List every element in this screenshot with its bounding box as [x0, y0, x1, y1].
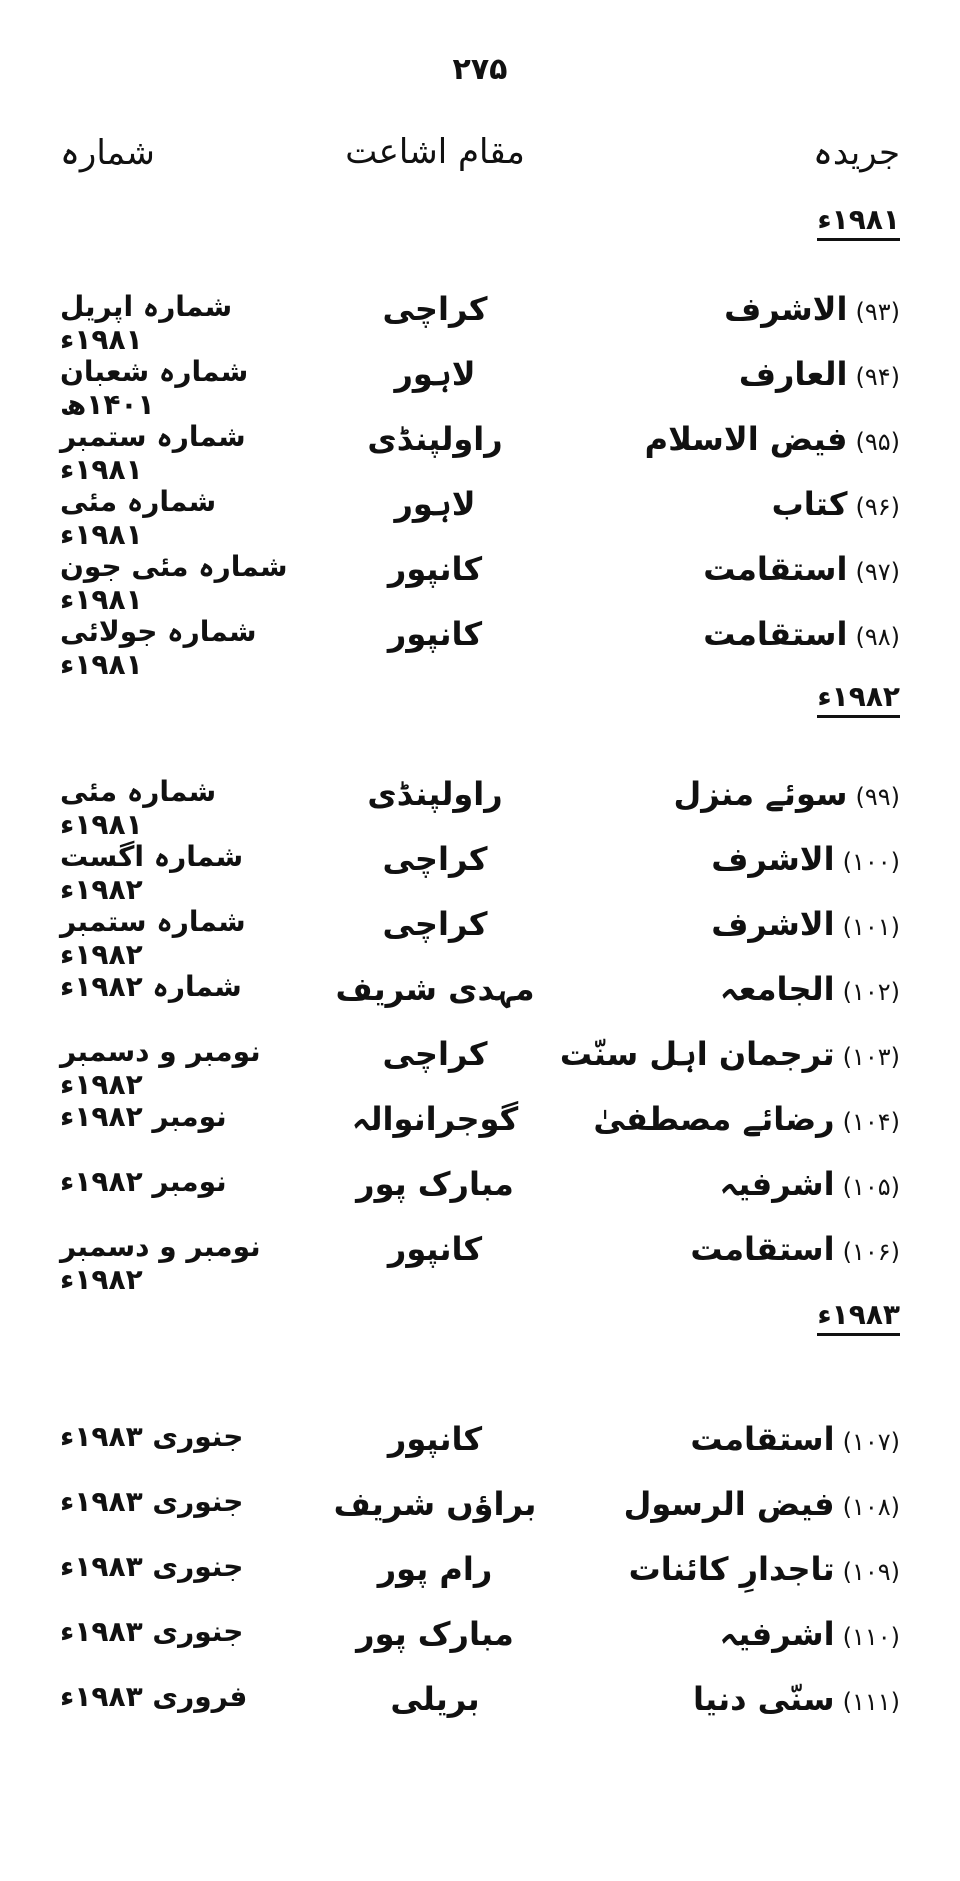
entry-number: (۱۰۷) — [842, 1428, 900, 1456]
entry-number: (۱۱۱) — [842, 1688, 900, 1716]
issue-info: نومبر ۱۹۸۲ء — [60, 1165, 227, 1198]
issue-info: فروری ۱۹۸۳ء — [60, 1680, 248, 1713]
year-heading: ۱۹۸۱ء — [817, 205, 900, 241]
journal-name: سوئے منزل — [673, 775, 848, 813]
entry-number: (۱۰۴) — [842, 1108, 900, 1136]
header-issue: شمارہ — [60, 133, 155, 173]
table-row — [0, 1230, 960, 1296]
table-row — [0, 1420, 960, 1482]
journal-name: ترجمان اہل سنّت — [559, 1035, 835, 1073]
issue-info: جنوری ۱۹۸۳ء — [60, 1420, 244, 1453]
journal-name: الاشرف — [724, 290, 848, 328]
entry-number: (۱۱۰) — [842, 1623, 900, 1651]
journal-name: سنّی دنیا — [693, 1680, 835, 1718]
publication-place: مبارک پور — [356, 1615, 514, 1653]
entry-number: (۹۸) — [855, 623, 900, 651]
journal-name: اشرفیہ — [719, 1165, 835, 1203]
journal-name: الاشرف — [711, 840, 835, 878]
publication-place: کانپور — [387, 1420, 483, 1458]
entry-number: (۱۰۰) — [842, 848, 900, 876]
year-heading: ۱۹۸۳ء — [817, 1300, 900, 1336]
journal-name: فیض الاسلام — [644, 420, 848, 458]
publication-place: راولپنڈی — [367, 420, 503, 458]
table-row — [0, 970, 960, 1032]
publication-place: کراچی — [382, 1035, 488, 1073]
entry-number: (۱۰۹) — [842, 1558, 900, 1586]
journal-name: الجامعہ — [719, 970, 835, 1008]
entry-number: (۱۰۲) — [842, 978, 900, 1006]
journal-name: فیض الرسول — [623, 1485, 835, 1523]
publication-place: رام پور — [377, 1550, 493, 1588]
entry-number: (۱۰۸) — [842, 1493, 900, 1521]
issue-info: نومبر و دسمبر ۱۹۸۲ء — [60, 1230, 261, 1296]
issue-info: شمارہ ۱۹۸۲ء — [60, 970, 242, 1003]
table-row — [0, 1165, 960, 1227]
journal-name: العارف — [738, 355, 848, 393]
entry-number: (۹۳) — [855, 298, 900, 326]
table-row — [0, 1550, 960, 1612]
publication-place: کراچی — [382, 905, 488, 943]
table-row — [0, 550, 960, 616]
journal-name: استقامت — [690, 1420, 835, 1458]
issue-info: شمارہ اگست ۱۹۸۲ء — [60, 840, 244, 906]
publication-place: کراچی — [382, 840, 488, 878]
publication-place: لاہور — [394, 485, 476, 523]
publication-place: براؤں شریف — [333, 1485, 537, 1523]
publication-place: مبارک پور — [356, 1165, 514, 1203]
table-row — [0, 1680, 960, 1742]
header-journal: جریدہ — [812, 133, 900, 173]
journal-name: الاشرف — [711, 905, 835, 943]
issue-info: شمارہ مئی ۱۹۸۱ء — [60, 775, 217, 841]
issue-info: شمارہ جولائی ۱۹۸۱ء — [60, 615, 257, 681]
entry-number: (۱۰۵) — [842, 1173, 900, 1201]
page-number: ۲۷۵ — [452, 52, 508, 87]
table-row — [0, 840, 960, 906]
entry-number: (۹۴) — [855, 363, 900, 391]
issue-info: جنوری ۱۹۸۳ء — [60, 1550, 244, 1583]
column-headers — [0, 132, 960, 192]
publication-place: کانپور — [387, 615, 483, 653]
journal-name: استقامت — [703, 615, 848, 653]
table-row — [0, 290, 960, 356]
entry-number: (۹۷) — [855, 558, 900, 586]
table-row — [0, 1035, 960, 1101]
header-place: مقام اشاعت — [345, 132, 525, 172]
table-row — [0, 775, 960, 841]
entry-number: (۱۰۳) — [842, 1043, 900, 1071]
publication-place: لاہور — [394, 355, 476, 393]
table-row — [0, 615, 960, 681]
journal-name: استقامت — [690, 1230, 835, 1268]
journal-name: استقامت — [703, 550, 848, 588]
journal-name: رضائے مصطفیٰ — [593, 1100, 835, 1138]
issue-info: شمارہ مئی جون ۱۹۸۱ء — [60, 550, 288, 616]
entry-number: (۹۹) — [855, 783, 900, 811]
issue-info: جنوری ۱۹۸۳ء — [60, 1615, 244, 1648]
issue-info: شمارہ اپریل ۱۹۸۱ء — [60, 290, 233, 356]
issue-info: نومبر ۱۹۸۲ء — [60, 1100, 227, 1133]
publication-place: گوجرانوالہ — [351, 1100, 519, 1138]
issue-info: شمارہ ستمبر ۱۹۸۲ء — [60, 905, 246, 971]
publication-place: راولپنڈی — [367, 775, 503, 813]
issue-info: شمارہ مئی ۱۹۸۱ء — [60, 485, 217, 551]
table-row — [0, 905, 960, 971]
table-row — [0, 420, 960, 486]
entry-number: (۹۶) — [855, 493, 900, 521]
publication-place: کانپور — [387, 550, 483, 588]
table-row — [0, 485, 960, 551]
year-heading: ۱۹۸۲ء — [817, 682, 900, 718]
publication-place: مہدی شریف — [335, 970, 535, 1008]
journal-name: کتاب — [771, 485, 848, 523]
publication-place: کانپور — [387, 1230, 483, 1268]
entry-number: (۱۰۶) — [842, 1238, 900, 1266]
publication-place: بریلی — [390, 1680, 480, 1718]
journal-name: تاجدارِ کائنات — [628, 1550, 835, 1588]
table-row — [0, 1615, 960, 1677]
publication-place: کراچی — [382, 290, 488, 328]
journal-name: اشرفیہ — [719, 1615, 835, 1653]
issue-info: شمارہ شعبان ۱۴۰۱ھ — [60, 355, 249, 421]
entry-number: (۱۰۱) — [842, 913, 900, 941]
table-row — [0, 1485, 960, 1547]
issue-info: نومبر و دسمبر ۱۹۸۲ء — [60, 1035, 261, 1101]
entry-number: (۹۵) — [855, 428, 900, 456]
table-row — [0, 1100, 960, 1162]
table-row — [0, 355, 960, 421]
issue-info: شمارہ ستمبر ۱۹۸۱ء — [60, 420, 246, 486]
issue-info: جنوری ۱۹۸۳ء — [60, 1485, 244, 1518]
